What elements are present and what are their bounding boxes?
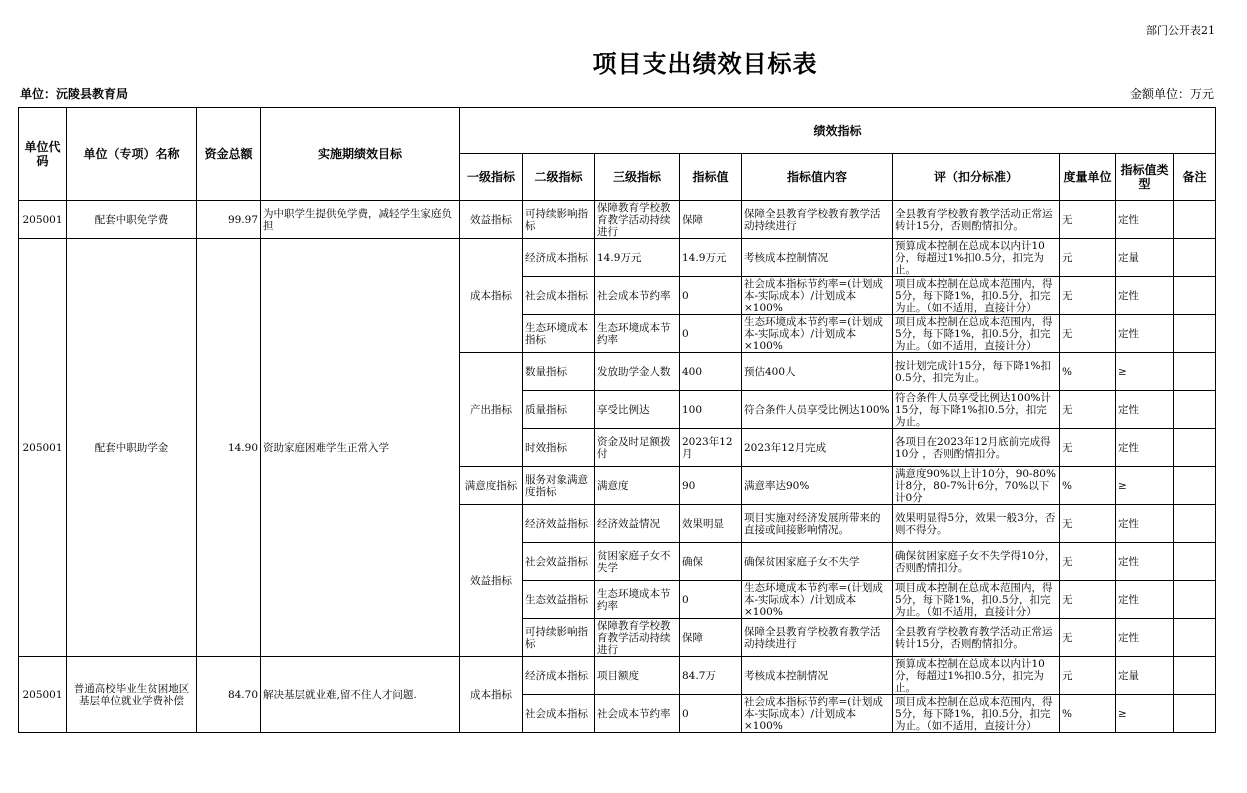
indicator-value-text: 效果明显 bbox=[682, 517, 724, 530]
measure-unit bbox=[1060, 391, 1116, 429]
measure-unit bbox=[1060, 353, 1116, 391]
level1-indicator bbox=[460, 201, 523, 239]
measure-unit bbox=[1060, 657, 1116, 695]
scoring-criteria-text: 确保贫困家庭子女不失学得10分，否则酌情扣分。 bbox=[895, 549, 1056, 574]
indicator-content-text: 确保贫困家庭子女不失学 bbox=[744, 555, 860, 568]
scoring-criteria bbox=[893, 277, 1060, 315]
measure-unit-text: % bbox=[1062, 479, 1072, 492]
indicator-content-text: 项目实施对经济发展所带来的直接或间接影响情况。 bbox=[744, 511, 881, 536]
level2-indicator bbox=[523, 277, 595, 315]
level2-indicator bbox=[523, 657, 595, 695]
level3-indicator-text: 经济效益情况 bbox=[597, 517, 660, 530]
unit-code bbox=[19, 657, 67, 733]
value-type bbox=[1116, 353, 1174, 391]
level2-indicator-text: 经济成本指标 bbox=[525, 251, 588, 264]
performance-goal-text: 解决基层就业难,留不住人才问题. bbox=[263, 688, 417, 701]
project-name bbox=[67, 657, 197, 733]
indicator-content-text: 预估400人 bbox=[744, 365, 796, 378]
level2-indicator bbox=[523, 543, 595, 581]
scoring-criteria-text: 各项目在2023年12月底前完成得10分 ，否则酌情扣分。 bbox=[895, 435, 1051, 460]
level3-indicator-text: 生态环境成本节约率 bbox=[597, 321, 671, 346]
level3-indicator bbox=[595, 657, 680, 695]
scoring-criteria-text: 满意度90%以上计10分，90-80%计8分，80-7%计6分，70%以下计0分 bbox=[895, 467, 1056, 504]
measure-unit bbox=[1060, 429, 1116, 467]
measure-unit bbox=[1060, 315, 1116, 353]
indicator-value bbox=[680, 619, 742, 657]
remark bbox=[1174, 581, 1216, 619]
level2-indicator-text: 数量指标 bbox=[525, 365, 567, 378]
remark bbox=[1174, 543, 1216, 581]
level2-indicator-text: 时效指标 bbox=[525, 441, 567, 454]
indicator-value bbox=[680, 467, 742, 505]
performance-goal bbox=[261, 239, 460, 657]
level2-indicator-text: 社会成本指标 bbox=[525, 707, 588, 720]
value-type bbox=[1116, 581, 1174, 619]
indicator-content bbox=[742, 543, 893, 581]
project-name-text: 普通高校毕业生贫困地区基层单位就业学费补偿 bbox=[73, 682, 190, 707]
level1-indicator-text: 效益指标 bbox=[470, 574, 512, 587]
performance-goal bbox=[261, 201, 460, 239]
indicator-value bbox=[680, 391, 742, 429]
indicator-content bbox=[742, 429, 893, 467]
measure-unit bbox=[1060, 201, 1116, 239]
value-type bbox=[1116, 543, 1174, 581]
level2-indicator-text: 生态环境成本指标 bbox=[525, 321, 588, 346]
level1-indicator bbox=[460, 467, 523, 505]
scoring-criteria bbox=[893, 505, 1060, 543]
level3-indicator bbox=[595, 429, 680, 467]
remark bbox=[1174, 315, 1216, 353]
remark bbox=[1174, 239, 1216, 277]
indicator-content-text: 保障全县教育学校教育教学活动持续进行 bbox=[744, 625, 881, 650]
level3-indicator bbox=[595, 391, 680, 429]
value-type-text: 定性 bbox=[1118, 631, 1139, 644]
indicator-content-text: 2023年12月完成 bbox=[744, 441, 827, 454]
indicator-value-text: 0 bbox=[682, 593, 689, 606]
scoring-criteria-text: 预算成本控制在总成本以内计10分，每超过1%扣0.5分，扣完为止。 bbox=[895, 239, 1045, 276]
level3-indicator bbox=[595, 315, 680, 353]
scoring-criteria bbox=[893, 467, 1060, 505]
level3-indicator-text: 贫困家庭子女不失学 bbox=[597, 549, 671, 574]
unit-code-text: 205001 bbox=[22, 441, 63, 454]
indicator-content bbox=[742, 353, 893, 391]
value-type bbox=[1116, 695, 1174, 733]
value-type bbox=[1116, 201, 1174, 239]
indicator-value-text: 14.9万元 bbox=[682, 251, 727, 264]
indicator-content bbox=[742, 391, 893, 429]
unit-code-text: 205001 bbox=[22, 688, 63, 701]
fund-total bbox=[197, 201, 261, 239]
scoring-criteria-text: 效果明显得5分，效果一般3分，否则不得分。 bbox=[895, 511, 1056, 536]
performance-goal-text: 资助家庭困难学生正常入学 bbox=[263, 441, 389, 454]
level2-indicator bbox=[523, 429, 595, 467]
measure-unit bbox=[1060, 619, 1116, 657]
value-type-text: 定量 bbox=[1118, 251, 1139, 264]
level1-indicator bbox=[460, 239, 523, 353]
indicator-value bbox=[680, 543, 742, 581]
level3-indicator bbox=[595, 353, 680, 391]
fund-total bbox=[197, 657, 261, 733]
indicator-value-text: 确保 bbox=[682, 555, 703, 568]
project-name bbox=[67, 239, 197, 657]
measure-unit-text: 无 bbox=[1062, 289, 1073, 302]
level2-indicator bbox=[523, 581, 595, 619]
header-indicators: 绩效指标 bbox=[460, 108, 1216, 154]
header-value: 指标值 bbox=[680, 154, 742, 201]
scoring-criteria bbox=[893, 543, 1060, 581]
remark bbox=[1174, 429, 1216, 467]
scoring-criteria-text: 项目成本控制在总成本范围内，得5分，每下降1%，扣0.5分，扣完为止。（如不适用，直接计分） bbox=[895, 277, 1053, 314]
header-amount: 资金总额 bbox=[197, 108, 261, 201]
level2-indicator bbox=[523, 201, 595, 239]
indicator-value-text: 保障 bbox=[682, 631, 703, 644]
level3-indicator bbox=[595, 619, 680, 657]
level2-indicator-text: 可持续影响指标 bbox=[525, 625, 588, 650]
level2-indicator-text: 社会效益指标 bbox=[525, 555, 588, 568]
level1-indicator bbox=[460, 505, 523, 657]
unit-code bbox=[19, 201, 67, 239]
indicator-value bbox=[680, 429, 742, 467]
project-name-text: 配套中职免学费 bbox=[94, 213, 169, 226]
value-type-text: 定性 bbox=[1118, 593, 1139, 606]
level2-indicator-text: 经济效益指标 bbox=[525, 517, 588, 530]
indicator-value-text: 400 bbox=[682, 365, 703, 378]
value-type-text: 定性 bbox=[1118, 441, 1139, 454]
header-level1: 一级指标 bbox=[460, 154, 523, 201]
level3-indicator bbox=[595, 505, 680, 543]
level3-indicator-text: 生态环境成本节约率 bbox=[597, 587, 671, 612]
level2-indicator-text: 质量指标 bbox=[525, 403, 567, 416]
header-content: 指标值内容 bbox=[742, 154, 893, 201]
measure-unit-text: 无 bbox=[1062, 593, 1073, 606]
level2-indicator bbox=[523, 695, 595, 733]
scoring-criteria-text: 项目成本控制在总成本范围内，得5分，每下降1%，扣0.5分，扣完为止。（如不适用，直接计分） bbox=[895, 581, 1053, 618]
level1-indicator bbox=[460, 353, 523, 467]
measure-unit-text: 无 bbox=[1062, 441, 1073, 454]
measure-unit-text: 无 bbox=[1062, 403, 1073, 416]
scoring-criteria-text: 项目成本控制在总成本范围内，得5分，每下降1%，扣0.5分，扣完为止。（如不适用，直接计分） bbox=[895, 315, 1053, 352]
scoring-criteria-text: 符合条件人员享受比例达100%计15分，每下降1%扣0.5分，扣完为止。 bbox=[895, 391, 1052, 428]
indicator-value-text: 0 bbox=[682, 707, 689, 720]
value-type-text: 定性 bbox=[1118, 517, 1139, 530]
indicator-content-text: 满意率达90% bbox=[744, 479, 810, 492]
indicator-value bbox=[680, 505, 742, 543]
level3-indicator-text: 资金及时足额拨付 bbox=[597, 435, 671, 460]
scoring-criteria bbox=[893, 619, 1060, 657]
level3-indicator bbox=[595, 467, 680, 505]
scoring-criteria bbox=[893, 239, 1060, 277]
scoring-criteria bbox=[893, 391, 1060, 429]
level2-indicator bbox=[523, 391, 595, 429]
scoring-criteria bbox=[893, 429, 1060, 467]
level3-indicator-text: 社会成本节约率 bbox=[597, 289, 671, 302]
indicator-content-text: 考核成本控制情况 bbox=[744, 251, 828, 264]
scoring-criteria bbox=[893, 315, 1060, 353]
level2-indicator-text: 生态效益指标 bbox=[525, 593, 588, 606]
measure-unit-text: % bbox=[1062, 365, 1072, 378]
value-type-text: ≥ bbox=[1118, 479, 1127, 492]
remark bbox=[1174, 201, 1216, 239]
indicator-content bbox=[742, 277, 893, 315]
level2-indicator bbox=[523, 239, 595, 277]
indicator-content bbox=[742, 619, 893, 657]
fund-total-text: 99.97 bbox=[227, 213, 258, 226]
level3-indicator bbox=[595, 239, 680, 277]
remark bbox=[1174, 619, 1216, 657]
scoring-criteria-text: 全县教育学校教育教学活动正常运转计15分，否则酌情扣分。 bbox=[895, 207, 1053, 232]
value-type bbox=[1116, 657, 1174, 695]
level3-indicator-text: 享受比例达 bbox=[597, 403, 650, 416]
table-body bbox=[19, 201, 1216, 733]
level3-indicator-text: 保障教育学校教育教学活动持续进行 bbox=[597, 619, 671, 656]
performance-goal-text: 为中职学生提供免学费，减轻学生家庭负担 bbox=[263, 207, 452, 232]
indicator-value bbox=[680, 657, 742, 695]
indicator-content bbox=[742, 201, 893, 239]
unit-code bbox=[19, 239, 67, 657]
level2-indicator-text: 可持续影响指标 bbox=[525, 207, 588, 232]
value-type-text: ≥ bbox=[1118, 365, 1127, 378]
measure-unit-text: 元 bbox=[1062, 669, 1073, 682]
level1-indicator-text: 效益指标 bbox=[470, 213, 512, 226]
remark bbox=[1174, 277, 1216, 315]
unit-code-text: 205001 bbox=[22, 213, 63, 226]
measure-unit bbox=[1060, 239, 1116, 277]
table-row bbox=[19, 201, 1216, 239]
level3-indicator-text: 保障教育学校教育教学活动持续进行 bbox=[597, 201, 671, 238]
remark bbox=[1174, 695, 1216, 733]
table-row bbox=[19, 239, 1216, 277]
fund-total-text: 84.70 bbox=[227, 688, 258, 701]
level3-indicator-text: 满意度 bbox=[597, 479, 629, 492]
measure-unit bbox=[1060, 581, 1116, 619]
measure-unit-text: % bbox=[1062, 707, 1072, 720]
header-code: 单位代码 bbox=[19, 108, 67, 201]
page-title: 项目支出绩效目标表 bbox=[592, 50, 818, 78]
measure-unit-text: 无 bbox=[1062, 327, 1073, 340]
indicator-content-text: 生态环境成本节约率=(计划成本-实际成本）/计划成本×100% bbox=[744, 581, 883, 618]
indicator-content-text: 考核成本控制情况 bbox=[744, 669, 828, 682]
header-level3: 三级指标 bbox=[595, 154, 680, 201]
indicator-value-text: 保障 bbox=[682, 213, 703, 226]
header-goal: 实施期绩效目标 bbox=[261, 108, 460, 201]
indicator-content bbox=[742, 581, 893, 619]
measure-unit bbox=[1060, 695, 1116, 733]
value-type bbox=[1116, 391, 1174, 429]
level3-indicator bbox=[595, 277, 680, 315]
indicator-content-text: 符合条件人员享受比例达100% bbox=[744, 403, 890, 416]
indicator-value-text: 90 bbox=[682, 479, 696, 492]
level1-indicator bbox=[460, 657, 523, 733]
remark bbox=[1174, 391, 1216, 429]
project-name bbox=[67, 201, 197, 239]
indicator-content bbox=[742, 239, 893, 277]
indicator-value bbox=[680, 277, 742, 315]
header-level2: 二级指标 bbox=[523, 154, 595, 201]
measure-unit bbox=[1060, 543, 1116, 581]
header-unit: 度量单位 bbox=[1060, 154, 1116, 201]
scoring-criteria-text: 预算成本控制在总成本以内计10分，每超过1%扣0.5分，扣完为止。 bbox=[895, 657, 1045, 694]
value-type-text: 定性 bbox=[1118, 213, 1139, 226]
header-value-type: 指标值类型 bbox=[1116, 154, 1174, 201]
indicator-value-text: 2023年12月 bbox=[682, 435, 733, 460]
level3-indicator bbox=[595, 201, 680, 239]
indicator-value bbox=[680, 581, 742, 619]
remark bbox=[1174, 467, 1216, 505]
level2-indicator-text: 经济成本指标 bbox=[525, 669, 588, 682]
measure-unit-text: 元 bbox=[1062, 251, 1073, 264]
level2-indicator bbox=[523, 619, 595, 657]
level1-indicator-text: 成本指标 bbox=[470, 688, 512, 701]
indicator-value-text: 84.7万 bbox=[682, 669, 716, 682]
fund-total-text: 14.90 bbox=[227, 441, 258, 454]
scoring-criteria-text: 项目成本控制在总成本范围内，得5分，每下降1%，扣0.5分，扣完为止。（如不适用，直接计分） bbox=[895, 695, 1053, 732]
indicator-content bbox=[742, 505, 893, 543]
remark bbox=[1174, 353, 1216, 391]
indicator-value bbox=[680, 239, 742, 277]
scoring-criteria bbox=[893, 201, 1060, 239]
header-remark: 备注 bbox=[1174, 154, 1216, 201]
level3-indicator-text: 发放助学金人数 bbox=[597, 365, 671, 378]
measure-unit-text: 无 bbox=[1062, 555, 1073, 568]
measure-unit bbox=[1060, 467, 1116, 505]
level1-indicator-text: 成本指标 bbox=[470, 289, 512, 302]
form-number: 部门公开表21 bbox=[1146, 24, 1215, 37]
measure-unit bbox=[1060, 277, 1116, 315]
value-type-text: 定性 bbox=[1118, 327, 1139, 340]
amount-unit-label: 金额单位：万元 bbox=[1129, 87, 1214, 101]
indicator-content-text: 生态环境成本节约率=(计划成本-实际成本）/计划成本×100% bbox=[744, 315, 883, 352]
level2-indicator bbox=[523, 505, 595, 543]
indicator-value bbox=[680, 695, 742, 733]
scoring-criteria-text: 按计划完成计15分，每下降1%扣0.5分，扣完为止。 bbox=[895, 359, 1052, 384]
indicator-content bbox=[742, 657, 893, 695]
project-name-text: 配套中职助学金 bbox=[94, 441, 169, 454]
level3-indicator bbox=[595, 695, 680, 733]
level3-indicator bbox=[595, 543, 680, 581]
value-type-text: 定性 bbox=[1118, 403, 1139, 416]
level1-indicator-text: 满意度指标 bbox=[464, 479, 518, 492]
measure-unit-text: 无 bbox=[1062, 517, 1073, 530]
level3-indicator-text: 14.9万元 bbox=[597, 251, 642, 264]
value-type bbox=[1116, 619, 1174, 657]
value-type bbox=[1116, 429, 1174, 467]
scoring-criteria bbox=[893, 695, 1060, 733]
value-type bbox=[1116, 505, 1174, 543]
unit-label: 单位：沅陵县教育局 bbox=[20, 87, 129, 101]
indicator-value-text: 0 bbox=[682, 327, 689, 340]
measure-unit-text: 无 bbox=[1062, 213, 1073, 226]
measure-unit-text: 无 bbox=[1062, 631, 1073, 644]
level3-indicator bbox=[595, 581, 680, 619]
measure-unit bbox=[1060, 505, 1116, 543]
level2-indicator-text: 社会成本指标 bbox=[525, 289, 588, 302]
indicator-value-text: 100 bbox=[682, 403, 703, 416]
indicator-content-text: 保障全县教育学校教育教学活动持续进行 bbox=[744, 207, 881, 232]
value-type bbox=[1116, 277, 1174, 315]
value-type bbox=[1116, 315, 1174, 353]
table-row bbox=[19, 657, 1216, 695]
scoring-criteria-text: 全县教育学校教育教学活动正常运转计15分，否则酌情扣分。 bbox=[895, 625, 1053, 650]
indicator-content bbox=[742, 467, 893, 505]
level2-indicator-text: 服务对象满意度指标 bbox=[525, 473, 588, 498]
value-type bbox=[1116, 239, 1174, 277]
level3-indicator-text: 项目额度 bbox=[597, 669, 639, 682]
scoring-criteria bbox=[893, 581, 1060, 619]
fund-total bbox=[197, 239, 261, 657]
value-type-text: 定性 bbox=[1118, 289, 1139, 302]
indicator-content bbox=[742, 315, 893, 353]
value-type bbox=[1116, 467, 1174, 505]
indicator-content-text: 社会成本指标节约率=(计划成本-实际成本）/计划成本×100% bbox=[744, 695, 883, 732]
level3-indicator-text: 社会成本节约率 bbox=[597, 707, 671, 720]
remark bbox=[1174, 657, 1216, 695]
header-name: 单位（专项）名称 bbox=[67, 108, 197, 201]
performance-goal bbox=[261, 657, 460, 733]
indicator-content-text: 社会成本指标节约率=(计划成本-实际成本）/计划成本×100% bbox=[744, 277, 883, 314]
remark bbox=[1174, 505, 1216, 543]
level2-indicator bbox=[523, 315, 595, 353]
value-type-text: 定量 bbox=[1118, 669, 1139, 682]
scoring-criteria bbox=[893, 657, 1060, 695]
level1-indicator-text: 产出指标 bbox=[470, 403, 512, 416]
value-type-text: ≥ bbox=[1118, 707, 1127, 720]
indicator-content bbox=[742, 695, 893, 733]
header-criteria: 评（扣分标准） bbox=[893, 154, 1060, 201]
indicator-value bbox=[680, 201, 742, 239]
scoring-criteria bbox=[893, 353, 1060, 391]
performance-table bbox=[18, 107, 1216, 733]
indicator-value bbox=[680, 315, 742, 353]
indicator-value-text: 0 bbox=[682, 289, 689, 302]
indicator-value bbox=[680, 353, 742, 391]
level2-indicator bbox=[523, 353, 595, 391]
value-type-text: 定性 bbox=[1118, 555, 1139, 568]
level2-indicator bbox=[523, 467, 595, 505]
